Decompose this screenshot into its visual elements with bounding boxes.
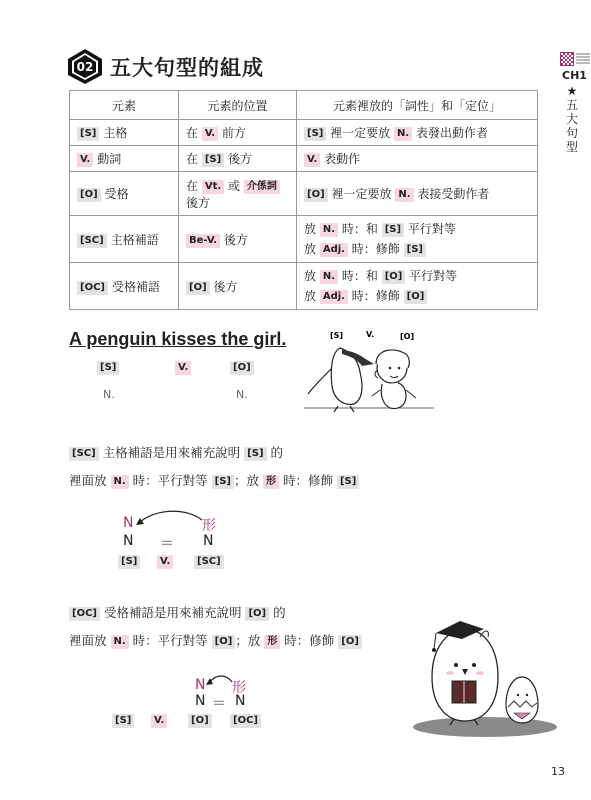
tag-object: [O]: [230, 361, 254, 375]
table-header-row: [70, 91, 538, 120]
content-cell: V. 表動作: [297, 146, 538, 172]
oc-top-n: N: [195, 677, 206, 693]
star-icon: ★: [566, 84, 578, 98]
oc-mid-n2: N: [235, 693, 246, 709]
page-number: 13: [551, 765, 565, 778]
pos-subject: N.: [103, 388, 115, 401]
tag-verb: V.: [175, 361, 191, 375]
position-cell: 在 [S] 後方: [179, 146, 297, 172]
example-sentence: A penguin kisses the girl.: [69, 329, 287, 349]
content-cell: 放 N. 時：和 [O] 平行對等 放 Adj. 時：修飾 [O]: [297, 263, 538, 310]
oc-arrow-icon: [204, 672, 234, 688]
position-cell: 在 Vt. 或 介係詞 後方: [179, 172, 297, 216]
table-header: 元素裡放的「詞性」和「定位」: [297, 91, 538, 120]
penguin-kiss-illustration: [302, 328, 438, 424]
sc-tag-s: [S]: [118, 555, 140, 569]
content-cell: [S] 裡一定要放 N. 表發出動作者: [297, 120, 538, 146]
section-number: 02: [76, 60, 94, 74]
oc-mid-eq: ＝: [212, 696, 226, 712]
oc-line-2: 裡面放 N. 時：平行對等 [O] ；放 形 時：修飾 [O]: [69, 631, 362, 649]
sc-line-1: [SC] 主格補語是用來補充說明 [S] 的: [69, 443, 283, 461]
table-row: [70, 216, 538, 263]
oc-line-1: [OC] 受格補語是用來補充說明 [O] 的: [69, 603, 286, 621]
oc-tag-s: [S]: [112, 714, 134, 728]
element-cell: V. 動詞: [70, 146, 179, 172]
sc-top-adj: 形: [202, 518, 216, 534]
sc-top-n: N: [123, 515, 134, 531]
position-cell: Be-V. 後方: [179, 216, 297, 263]
chick-graduate-illustration: [410, 615, 560, 737]
chapter-vertical-title: ★ 五 大 句 型: [562, 84, 582, 154]
element-cell: [S] 主格: [70, 120, 179, 146]
chapter-lines-icon: [576, 53, 590, 66]
element-cell: [O] 受格: [70, 172, 179, 216]
pos-object: N.: [236, 388, 248, 401]
oc-tag-o: [O]: [188, 714, 212, 728]
position-cell: [O] 後方: [179, 263, 297, 310]
sc-mid-eq: ＝: [160, 536, 174, 552]
table-header: 元素: [70, 91, 179, 120]
svg-text:[S]: [S]: [330, 331, 344, 340]
section-title: 五大句型的組成: [110, 56, 264, 80]
sc-tag-sc: [SC]: [194, 555, 224, 569]
table-header: 元素的位置: [179, 91, 297, 120]
oc-mid-n1: N: [195, 693, 206, 709]
oc-tag-v: V.: [151, 714, 167, 728]
section-number-badge: [66, 47, 104, 85]
element-cell: [SC] 主格補語: [70, 216, 179, 263]
table-row: [70, 263, 538, 310]
sc-tag-v: V.: [157, 555, 173, 569]
oc-tag-oc: [OC]: [230, 714, 261, 728]
content-cell: [O] 裡一定要放 N. 表接受動作者: [297, 172, 538, 216]
tag-subject: [S]: [97, 361, 119, 375]
sc-arrow-icon: [132, 508, 206, 528]
elements-table: [69, 90, 538, 310]
element-cell: [OC] 受格補語: [70, 263, 179, 310]
chapter-label: CH1: [562, 69, 587, 82]
sc-mid-n1: N: [123, 533, 134, 549]
sc-mid-n2: N: [203, 533, 214, 549]
svg-text:[O]: [O]: [400, 332, 415, 341]
table-row: [70, 172, 538, 216]
sc-line-2: 裡面放 N. 時：平行對等 [S] ；放 形 時：修飾 [S]: [69, 471, 359, 489]
svg-text:V.: V.: [366, 330, 375, 339]
table-row: [70, 146, 538, 172]
oc-top-adj: 形: [232, 680, 246, 696]
content-cell: 放 N. 時：和 [S] 平行對等 放 Adj. 時：修飾 [S]: [297, 216, 538, 263]
table-row: [70, 120, 538, 146]
position-cell: 在 V. 前方: [179, 120, 297, 146]
chapter-pattern-icon: [560, 52, 574, 66]
